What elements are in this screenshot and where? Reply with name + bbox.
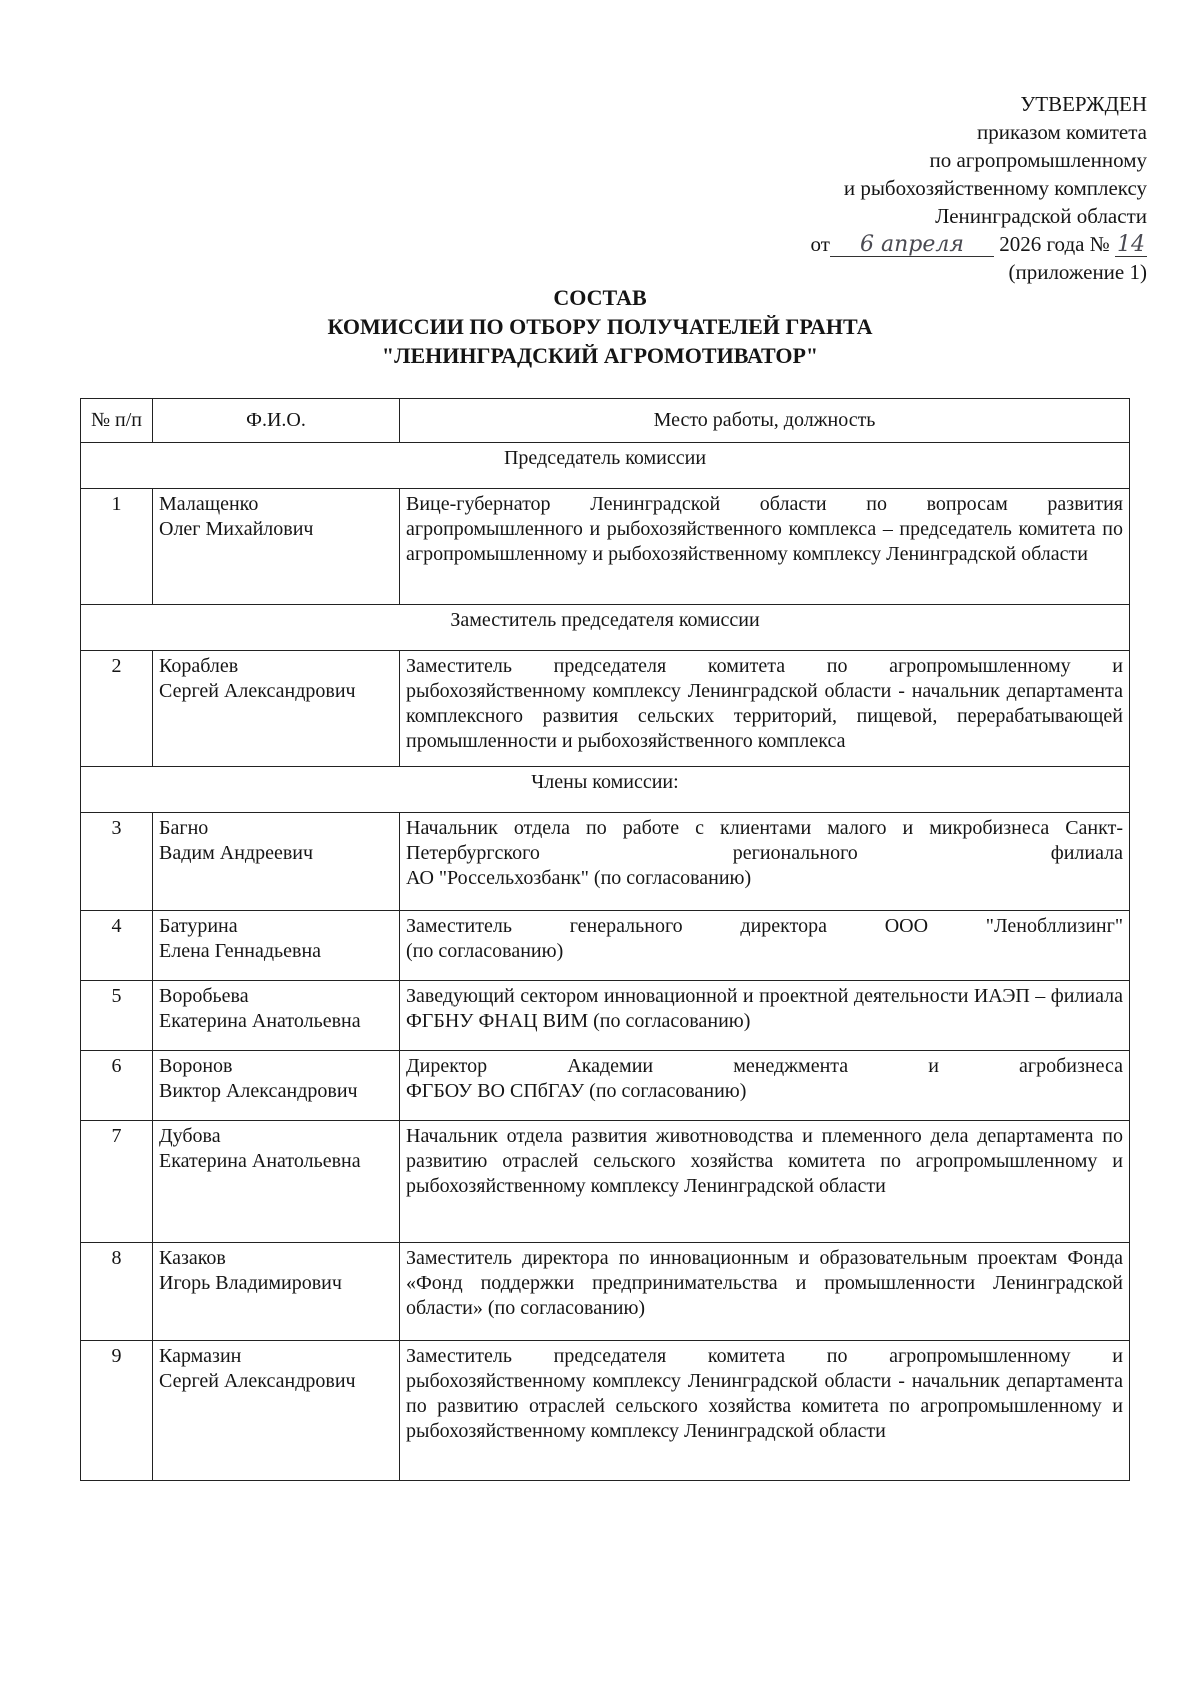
row-number: 2 (81, 651, 153, 767)
header-position: Место работы, должность (400, 399, 1130, 443)
member-name (153, 1243, 400, 1341)
member-name (153, 1051, 400, 1121)
member-surname: Воронов (159, 1055, 233, 1077)
table-row (81, 981, 1130, 1051)
member-position (400, 813, 1130, 911)
table-row (81, 1341, 1130, 1481)
year-text: 2026 года (999, 232, 1085, 256)
member-position (400, 911, 1130, 981)
member-given-names: Екатерина Анатольевна (159, 1010, 361, 1032)
member-surname: Дубова (159, 1125, 221, 1147)
row-number: 8 (81, 1243, 153, 1341)
date-prefix: от (810, 232, 830, 256)
member-name (153, 1341, 400, 1481)
position-line-1: Директор Академии менеджмента и агробизнеса (406, 1055, 1123, 1077)
section-row-chair (81, 443, 1130, 489)
member-position: Начальник отдела развития животноводства и племенного дела департамента по развитию отраслей сельского хозяйства комитета по агропромышленному и рыбохозяйственному комплексу Ленинградской области (400, 1121, 1130, 1243)
row-number: 1 (81, 489, 153, 605)
position-line-2: Петербургского регионального филиала (406, 842, 1123, 864)
title-line-3: "ЛЕНИНГРАДСКИЙ АГРОМОТИВАТОР" (381, 343, 819, 368)
member-surname: Казаков (159, 1247, 226, 1269)
member-given-names: Вадим Андреевич (159, 842, 314, 864)
position-line-2: ФГБОУ ВО СПбГАУ (по согласованию) (406, 1080, 747, 1102)
row-number: 9 (81, 1341, 153, 1481)
handwritten-number: 14 (1117, 232, 1145, 257)
approval-line-4: и рыбохозяйственному комплексу (843, 176, 1147, 200)
table-row (81, 651, 1130, 767)
member-position: Заместитель председателя комитета по агропромышленному и рыбохозяйственному комплексу Ленинградской области - начальник департамента по развитию отраслей сельского хозяйства комитета по агропромышленному и рыбохозяйственному комплексу Ленинградской области (400, 1341, 1130, 1481)
member-position: Заместитель директора по инновационным и образовательным проектам Фонда «Фонд поддержки предпринимательства и промышленности Ленинградской области» (по согласованию) (400, 1243, 1130, 1341)
row-number: 5 (81, 981, 153, 1051)
member-surname: Батурина (159, 915, 238, 937)
section-row-members (81, 767, 1130, 813)
table-row (81, 1121, 1130, 1243)
document-title (0, 283, 1200, 370)
member-given-names: Екатерина Анатольевна (159, 1150, 361, 1172)
member-name (153, 981, 400, 1051)
section-deputy-label: Заместитель председателя комиссии (81, 605, 1130, 651)
approval-line-2: приказом комитета (976, 120, 1147, 144)
handwritten-date: 6 апреля (830, 234, 994, 257)
member-name (153, 489, 400, 605)
approval-date-line (587, 230, 1147, 258)
member-name (153, 813, 400, 911)
approval-line-5: Ленинградской области (935, 204, 1147, 228)
member-given-names: Сергей Александрович (159, 680, 356, 702)
approval-line-3: по агропромышленному (929, 148, 1147, 172)
approval-stamp (587, 90, 1147, 286)
member-position: Вице-губернатор Ленинградской области по вопросам развития агропромышленного и рыбохозяйственного комплекса – председатель комитета по агропромышленному и рыбохозяйственному комплексу Ленинградской области (400, 489, 1130, 605)
position-line-3: АО "Россельхозбанк" (по согласованию) (406, 867, 752, 889)
position-line-2: (по согласованию) (406, 940, 564, 962)
section-members-label: Члены комиссии: (81, 767, 1130, 813)
table-row (81, 1243, 1130, 1341)
table-row (81, 489, 1130, 605)
member-surname: Багно (159, 817, 209, 839)
position-line-1: Заместитель генерального директора ООО "Ленобллизинг" (406, 915, 1123, 937)
member-surname: Малащенко (159, 493, 259, 515)
member-given-names: Елена Геннадьевна (159, 940, 322, 962)
member-position: Заместитель председателя комитета по агропромышленному и рыбохозяйственному комплексу Ленинградской области - начальник департамента комплексного развития сельских территорий, пищевой, перерабатывающей промышленности и рыбохозяйственного комплекса (400, 651, 1130, 767)
table-row (81, 813, 1130, 911)
commission-table (80, 398, 1130, 1481)
member-surname: Кармазин (159, 1345, 242, 1367)
header-name: Ф.И.О. (153, 399, 400, 443)
section-row-deputy (81, 605, 1130, 651)
table-header-row (81, 399, 1130, 443)
member-name (153, 651, 400, 767)
position-line-1: Начальник отдела по работе с клиентами малого и микробизнеса Санкт- (406, 817, 1123, 839)
member-given-names: Олег Михайлович (159, 518, 314, 540)
header-number: № п/п (81, 399, 153, 443)
member-given-names: Виктор Александрович (159, 1080, 358, 1102)
member-surname: Воробьева (159, 985, 249, 1007)
appendix-label: (приложение 1) (1008, 260, 1147, 284)
row-number: 7 (81, 1121, 153, 1243)
title-line-1: СОСТАВ (553, 285, 647, 310)
table-row (81, 1051, 1130, 1121)
row-number: 6 (81, 1051, 153, 1121)
table-row (81, 911, 1130, 981)
row-number: 3 (81, 813, 153, 911)
number-sign: № (1089, 232, 1110, 256)
member-surname: Кораблев (159, 655, 239, 677)
row-number: 4 (81, 911, 153, 981)
member-position (400, 1051, 1130, 1121)
member-name (153, 911, 400, 981)
section-chair-label: Председатель комиссии (81, 443, 1130, 489)
member-given-names: Игорь Владимирович (159, 1272, 342, 1294)
member-given-names: Сергей Александрович (159, 1370, 356, 1392)
member-position: Заведующий сектором инновационной и проектной деятельности ИАЭП – филиала ФГБНУ ФНАЦ ВИМ (по согласованию) (400, 981, 1130, 1051)
approval-line-1: УТВЕРЖДЕН (1020, 92, 1147, 116)
title-line-2: КОМИССИИ ПО ОТБОРУ ПОЛУЧАТЕЛЕЙ ГРАНТА (327, 314, 873, 339)
member-name (153, 1121, 400, 1243)
